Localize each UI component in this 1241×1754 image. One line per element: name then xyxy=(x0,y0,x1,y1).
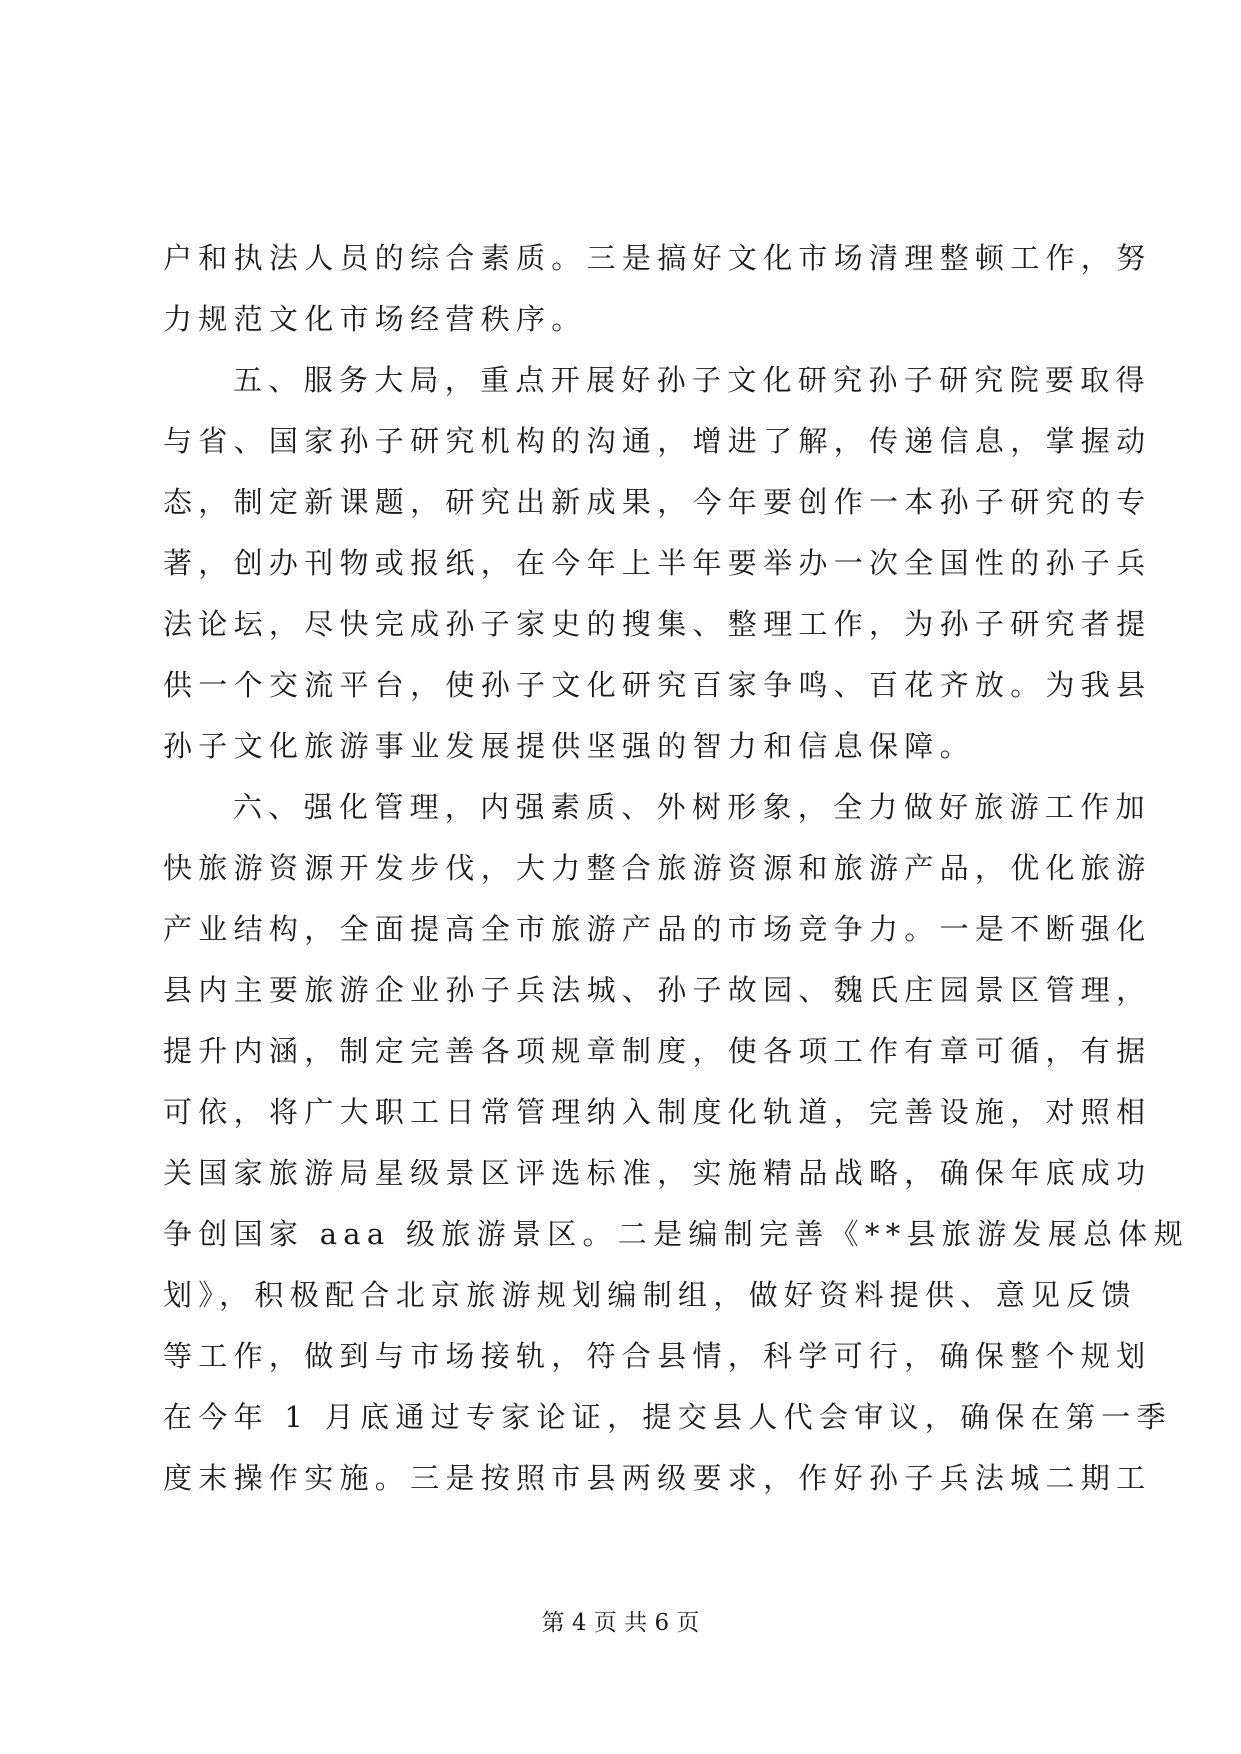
text-line: 态，制定新课题，研究出新成果，今年要创作一本孙子研究的专 xyxy=(163,485,1152,519)
text-line: 力规范文化市场经营秩序。 xyxy=(163,302,587,336)
text-line: 与省、国家孙子研究机构的沟通，增进了解，传递信息，掌握动 xyxy=(163,424,1152,458)
text-line: 度末操作实施。三是按照市县两级要求，作好孙子兵法城二期工 xyxy=(163,1461,1152,1495)
text-line: 户和执法人员的综合素质。三是搞好文化市场清理整顿工作，努 xyxy=(163,241,1152,275)
text-line: 著，创办刊物或报纸，在今年上半年要举办一次全国性的孙子兵 xyxy=(163,546,1152,580)
text-line: 争创国家 aaa 级旅游景区。二是编制完善《**县旅游发展总体规 xyxy=(163,1217,1189,1251)
text-line: 关国家旅游局星级景区评选标准，实施精品战略，确保年底成功 xyxy=(163,1156,1152,1190)
text-line: 在今年 1 月底通过专家论证，提交县人代会审议，确保在第一季 xyxy=(163,1400,1172,1434)
text-line: 可依，将广大职工日常管理纳入制度化轨道，完善设施，对照相 xyxy=(163,1095,1152,1129)
text-line: 产业结构，全面提高全市旅游产品的市场竞争力。一是不断强化 xyxy=(163,912,1152,946)
body-text xyxy=(163,228,1189,1509)
text-line: 划》，积极配合北京旅游规划编制组，做好资料提供、意见反馈 xyxy=(163,1278,1137,1312)
text-line: 供一个交流平台，使孙子文化研究百家争鸣、百花齐放。为我县 xyxy=(163,668,1152,702)
text-line: 县内主要旅游企业孙子兵法城、孙子故园、魏氏庄园景区管理， xyxy=(163,973,1152,1007)
text-line: 法论坛，尽快完成孙子家史的搜集、整理工作，为孙子研究者提 xyxy=(163,607,1152,641)
text-line: 五、服务大局，重点开展好孙子文化研究孙子研究院要取得 xyxy=(233,363,1151,397)
text-line: 孙子文化旅游事业发展提供坚强的智力和信息保障。 xyxy=(163,729,975,763)
text-line: 六、强化管理，内强素质、外树形象，全力做好旅游工作加 xyxy=(233,790,1151,824)
text-line: 提升内涵，制定完善各项规章制度，使各项工作有章可循，有据 xyxy=(163,1034,1152,1068)
page-number-footer: 第 4 页 共 6 页 xyxy=(541,1610,700,1636)
text-line: 快旅游资源开发步伐，大力整合旅游资源和旅游产品，优化旅游 xyxy=(163,851,1152,885)
text-line: 等工作，做到与市场接轨，符合县情，科学可行，确保整个规划 xyxy=(163,1339,1152,1373)
